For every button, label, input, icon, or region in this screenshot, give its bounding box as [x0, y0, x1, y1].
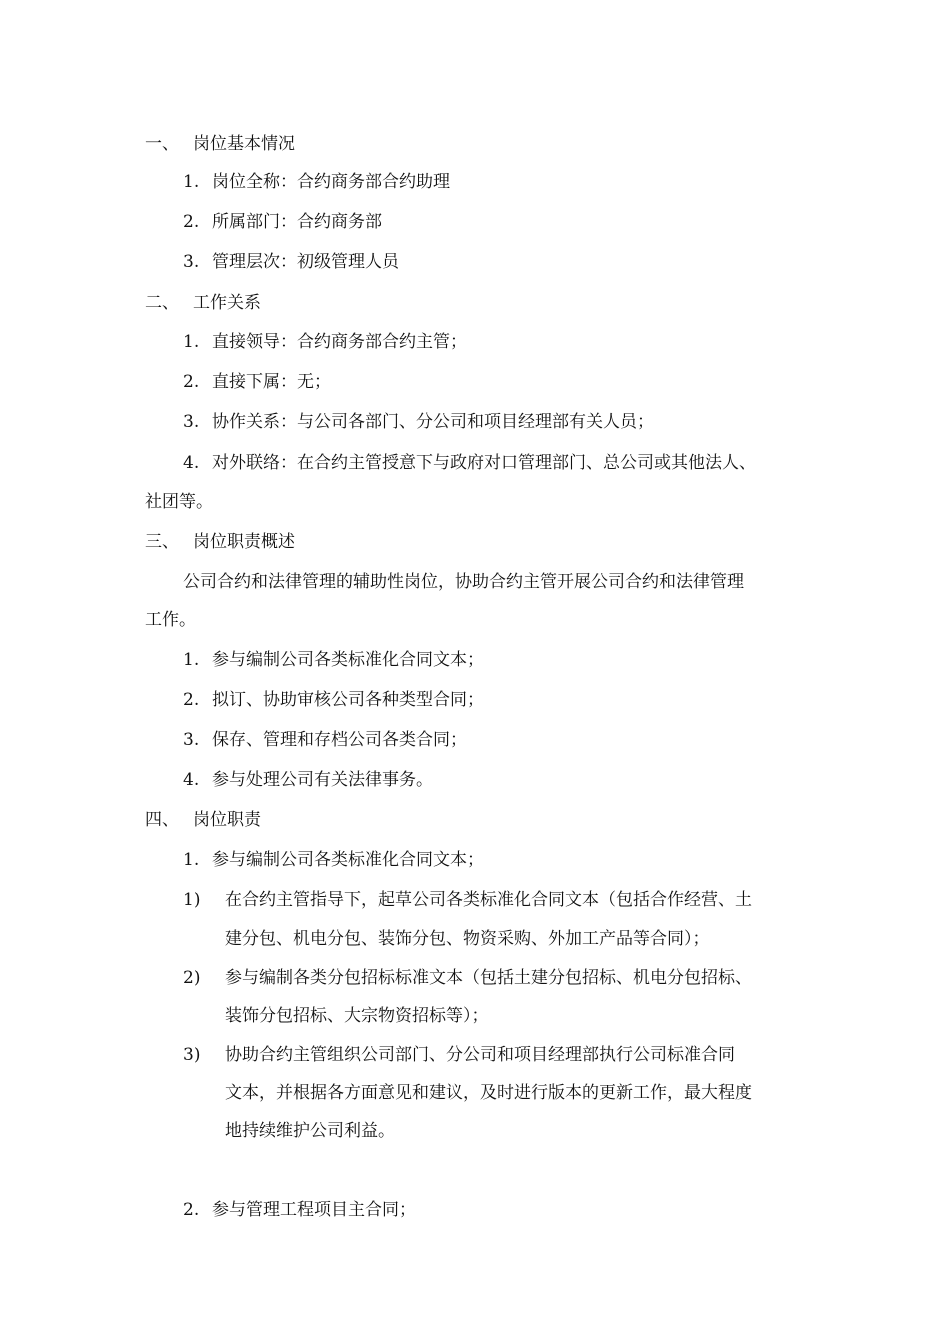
section-number: 一、 — [145, 134, 179, 154]
sub-item-text: 参与编制各类分包招标标准文本（包括土建分包招标、机电分包招标、 — [225, 968, 752, 988]
item-number: 1. — [183, 332, 200, 352]
sub-item-text: 文本，并根据各方面意见和建议，及时进行版本的更新工作，最大程度 — [225, 1083, 752, 1103]
sub-item-text: 装饰分包招标、大宗物资招标等）； — [225, 1006, 489, 1026]
item-number: 1. — [183, 850, 200, 870]
item-number: 3. — [183, 412, 200, 432]
sub-item-text: 协助合约主管组织公司部门、分公司和项目经理部执行公司标准合同 — [225, 1045, 735, 1065]
item-number: 2. — [183, 372, 200, 392]
item-text: 直接领导：合约商务部合约主管； — [212, 332, 467, 352]
sub-item-number: 3) — [183, 1045, 201, 1065]
paragraph-text: 公司合约和法律管理的辅助性岗位，协助合约主管开展公司合约和法律管理 — [183, 572, 744, 592]
item-number: 2. — [183, 212, 200, 232]
sub-item-text: 建分包、机电分包、装饰分包、物资采购、外加工产品等合同）； — [225, 929, 710, 949]
item-text: 所属部门：合约商务部 — [212, 212, 382, 232]
sub-item-number: 2) — [183, 968, 201, 988]
sub-item-number: 1) — [183, 890, 201, 910]
sub-item-text: 在合约主管指导下，起草公司各类标准化合同文本（包括合作经营、土 — [225, 890, 752, 910]
item-text: 参与编制公司各类标准化合同文本； — [212, 650, 484, 670]
item-text: 参与处理公司有关法律事务。 — [212, 770, 433, 790]
item-number: 3. — [183, 252, 200, 272]
item-number: 2. — [183, 1200, 200, 1220]
section-number: 三、 — [145, 532, 179, 552]
section-title: 岗位职责 — [193, 810, 261, 830]
item-text: 拟订、协助审核公司各种类型合同； — [212, 690, 484, 710]
item-number: 1. — [183, 650, 200, 670]
item-text: 协作关系：与公司各部门、分公司和项目经理部有关人员； — [212, 412, 654, 432]
item-text: 直接下属：无； — [212, 372, 331, 392]
section-number: 四、 — [145, 810, 179, 830]
item-number: 3. — [183, 730, 200, 750]
item-number: 4. — [183, 453, 200, 473]
item-text: 对外联络：在合约主管授意下与政府对口管理部门、总公司或其他法人、 — [212, 453, 756, 473]
item-text: 岗位全称：合约商务部合约助理 — [212, 172, 450, 192]
section-title: 岗位职责概述 — [193, 532, 295, 552]
item-number: 2. — [183, 690, 200, 710]
item-text: 参与编制公司各类标准化合同文本； — [212, 850, 484, 870]
section-number: 二、 — [145, 293, 179, 313]
paragraph-text: 工作。 — [145, 610, 196, 630]
item-text: 保存、管理和存档公司各类合同； — [212, 730, 467, 750]
item-text: 管理层次：初级管理人员 — [212, 252, 399, 272]
item-number: 4. — [183, 770, 200, 790]
item-number: 1. — [183, 172, 200, 192]
item-text: 社团等。 — [145, 492, 213, 512]
section-title: 工作关系 — [193, 293, 261, 313]
section-title: 岗位基本情况 — [193, 134, 295, 154]
sub-item-text: 地持续维护公司利益。 — [225, 1121, 395, 1141]
item-text: 参与管理工程项目主合同； — [212, 1200, 416, 1220]
